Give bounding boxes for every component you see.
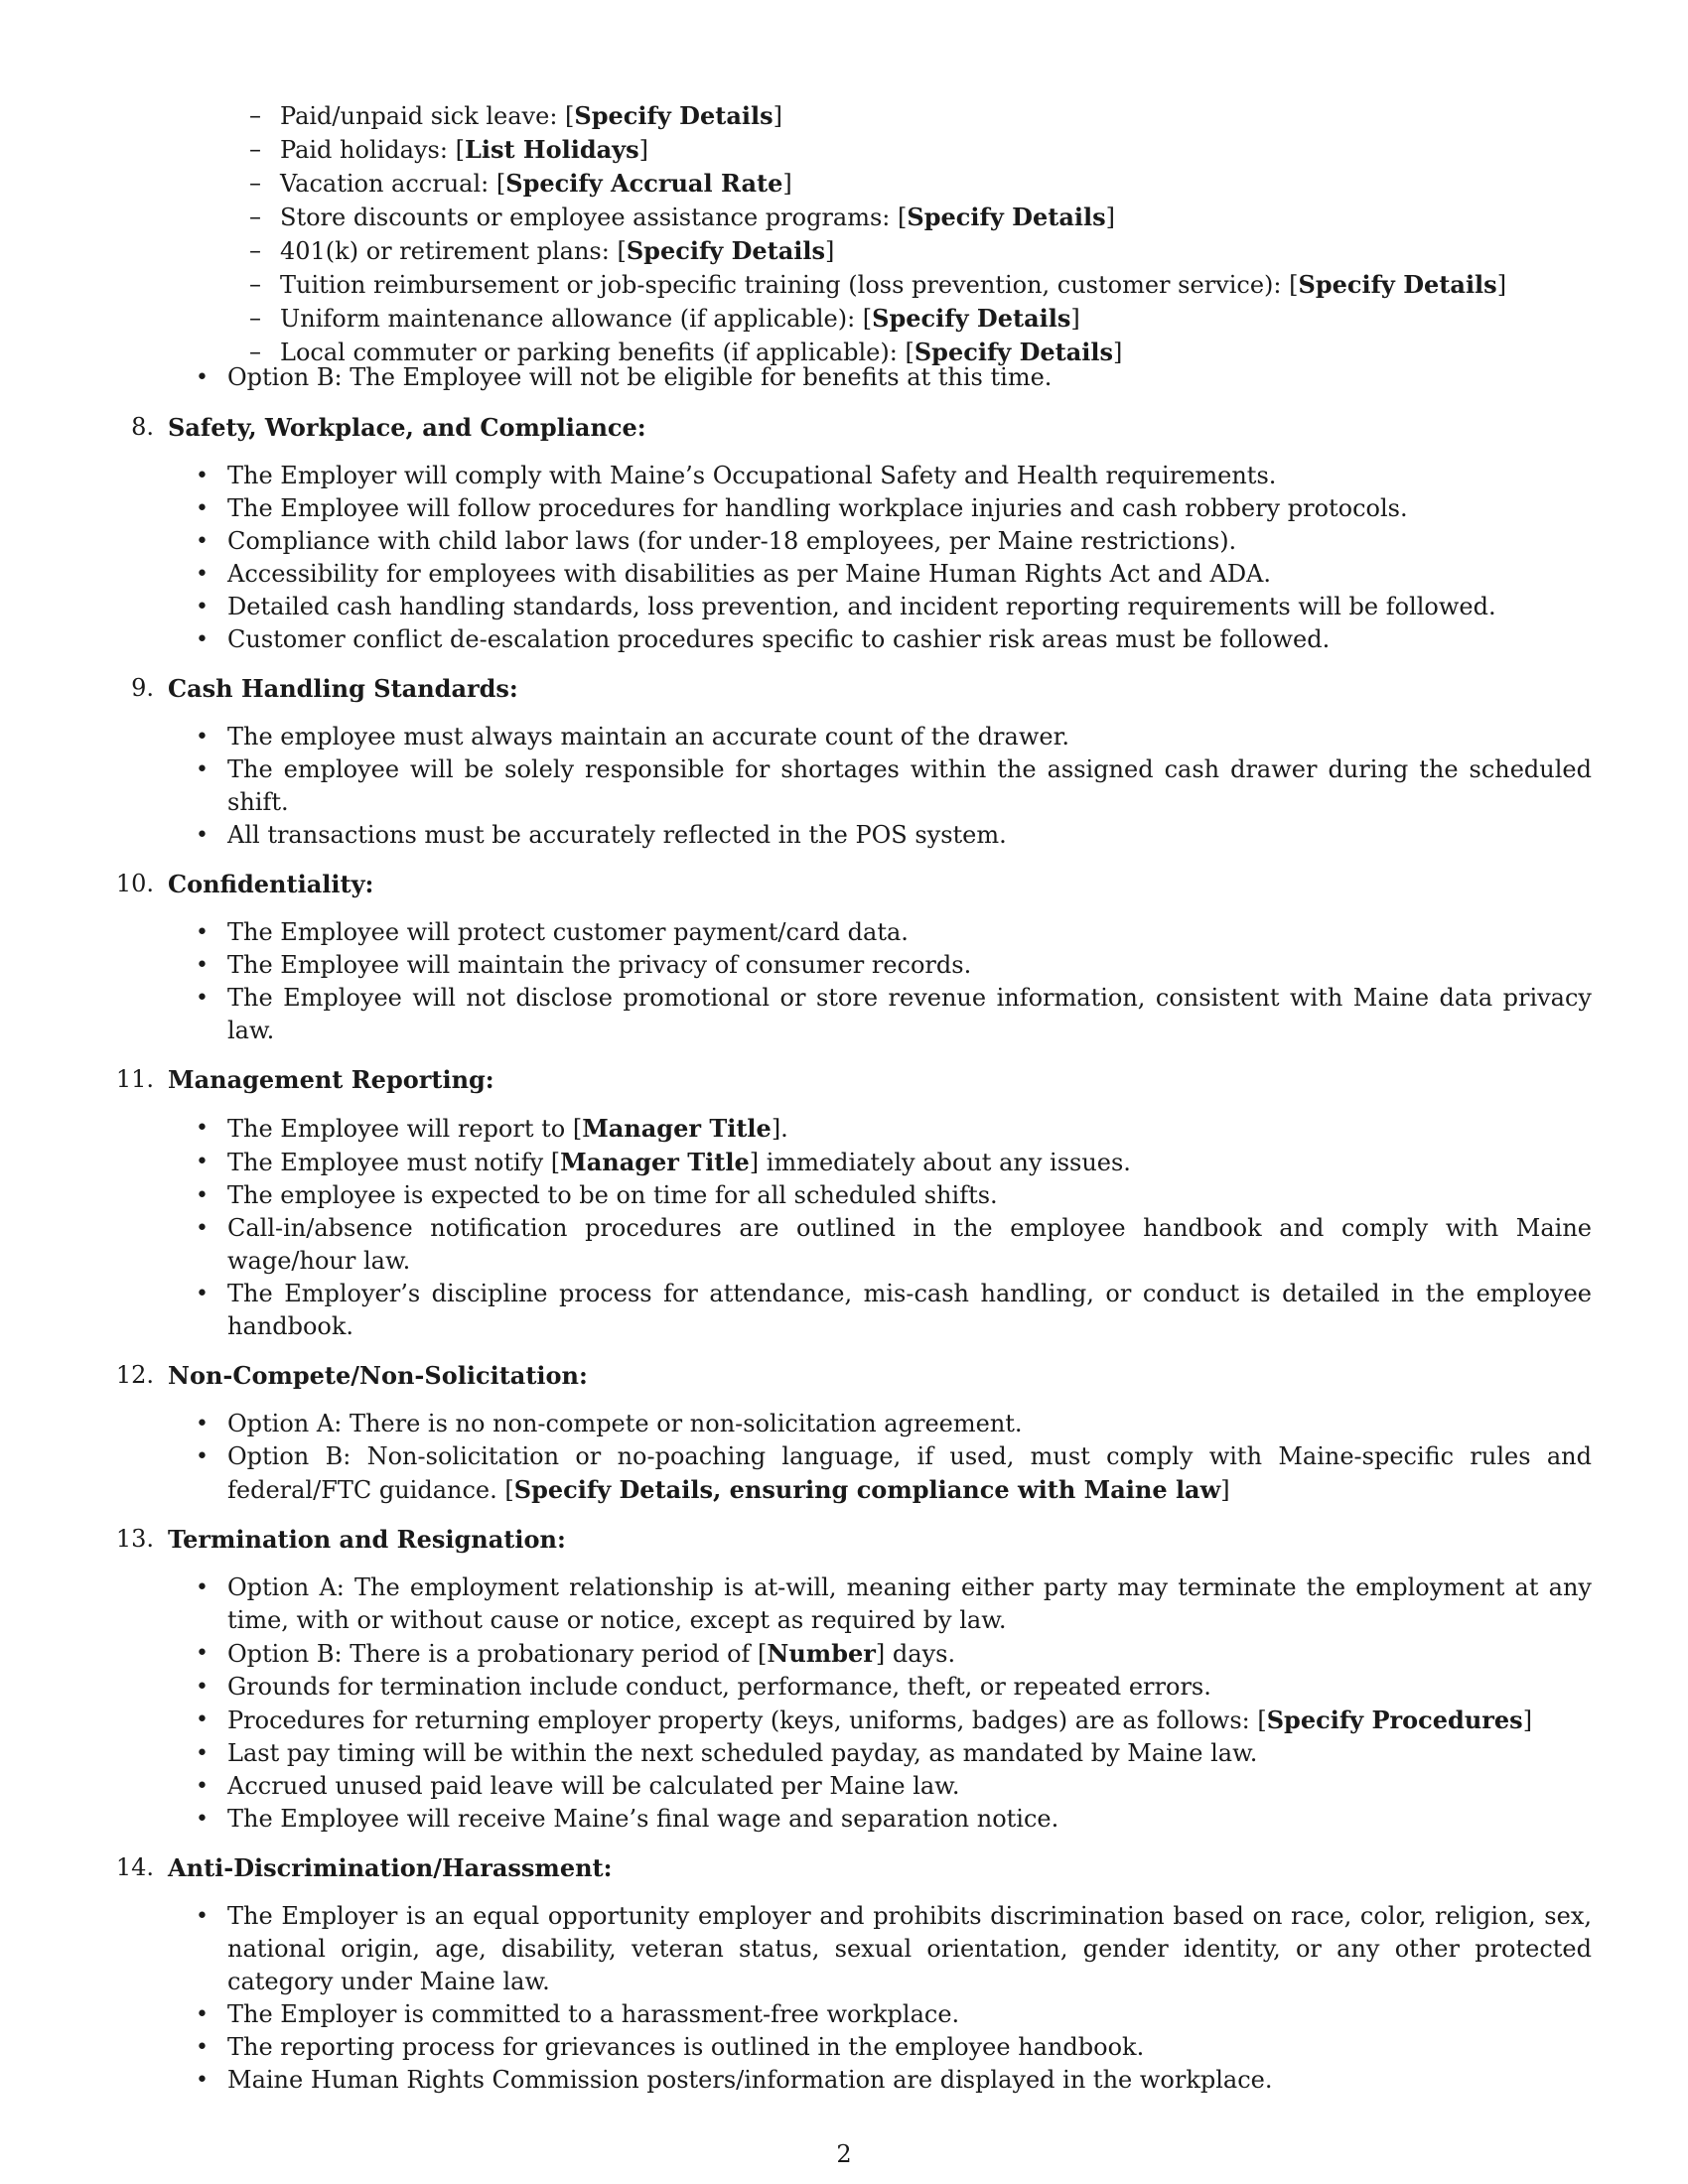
section-heading [0,1851,1688,1884]
section-bullets [0,1408,1688,1507]
bullet-icon: • [196,1150,209,1174]
placeholder-field: Specify Details [907,203,1106,231]
bullet-text: The employee is expected to be on time for all scheduled shifts. [227,1181,998,1209]
list-item [0,1900,1688,1998]
bullet-icon: • [196,595,209,619]
placeholder-field: Specify Procedures [1266,1706,1523,1734]
section-heading [0,1063,1688,1096]
bullet-text-end: ] days. [875,1640,956,1668]
benefit-item: – Tuition reimbursement or job-specific training (loss prevention, customer service): [Specify Details] [249,270,1507,299]
benefit-label: 401(k) or retirement plans: [280,237,618,265]
bullet-icon: • [196,464,209,488]
placeholder-field: Specify Details [914,338,1114,366]
bullet-icon: • [196,562,209,587]
benefit-label: Vacation accrual: [280,170,496,198]
section-number: 11. [115,1065,154,1093]
bullet-text-end: ]. [771,1115,788,1143]
bullet-icon: • [196,1774,209,1799]
bullet-text: Accessibility for employees with disabilities as per Maine Human Rights Act and ADA. [227,560,1272,588]
benefit-item: – Uniform maintenance allowance (if applicable): [Specify Details] [249,304,1080,333]
section-heading [0,411,1688,444]
bullet-text: Last pay timing will be within the next scheduled payday, as mandated by Maine law. [227,1739,1258,1767]
placeholder-field: Number [767,1639,876,1668]
list-item [0,1737,1688,1770]
list-item [0,721,1688,753]
section-title: Non-Compete/Non-Solicitation: [168,1361,588,1390]
section-8 [0,411,1688,656]
section-bullets [0,721,1688,852]
bullet-icon: • [196,1641,209,1666]
bullet-icon: • [196,920,209,945]
bullet-text: Option A: There is no non-compete or non-solicitation agreement. [227,1410,1023,1437]
section-number: 10. [115,870,154,897]
section-heading [0,1359,1688,1392]
placeholder-field: Specify Details [872,304,1071,333]
section-heading [0,868,1688,900]
bullet-text: The Employee will report to [227,1115,573,1143]
section-12 [0,1359,1688,1507]
benefit-item: – 401(k) or retirement plans: [Specify Details] [249,236,835,265]
list-item [0,1212,1688,1278]
list-item [0,460,1688,492]
bullet-text: All transactions must be accurately reflected in the POS system. [227,821,1007,849]
section-number: 8. [131,413,154,441]
section-9 [0,672,1688,852]
section-14 [0,1851,1688,2097]
list-item: • Option B: Non-solicitation or no-poaching language, if used, must comply with Maine-specific rules and federal/FTC guidance. [Specify Details, ensuring compliance with Maine law] [196,1442,1592,1504]
list-item: • The Employee will report to [Manager Title]. [196,1114,788,1143]
dash-icon: – [249,203,261,230]
bullet-icon: • [196,496,209,521]
bullet-text: Compliance with child labor laws (for under-18 employees, per Maine restrictions). [227,527,1237,555]
section-number: 13. [115,1525,154,1553]
bullet-text: The Employee will receive Maine’s final wage and separation notice. [227,1805,1059,1833]
bullet-icon: • [196,1116,209,1141]
section-heading [0,672,1688,705]
bullet-icon: • [196,986,209,1011]
bullet-text: Procedures for returning employer property (keys, uniforms, badges) are as follows: [227,1706,1258,1734]
list-item [0,361,1148,394]
benefit-item: – Paid/unpaid sick leave: [Specify Details] [249,101,782,130]
list-item [0,525,1688,558]
bullet-icon: • [196,1741,209,1766]
benefit-label: Store discounts or employee assistance programs: [280,204,899,231]
dash-icon: – [249,236,261,264]
bullet-icon: • [196,1282,209,1306]
list-item: • The Employee must notify [Manager Title] immediately about any issues. [196,1148,1131,1176]
bullet-text: The employee will be solely responsible for shortages within the assigned cash drawer during the scheduled shift. [227,755,1592,816]
section-title: Management Reporting: [168,1065,494,1094]
dash-icon: – [249,135,261,163]
bullet-icon: • [196,529,209,554]
list-item [0,623,1688,656]
list-item: • Procedures for returning employer property (keys, uniforms, badges) are as follows: [Specify Procedures] [196,1706,1533,1734]
bullet-text: Grounds for termination include conduct, performance, theft, or repeated errors. [227,1673,1211,1701]
page-number: 2 [836,2140,852,2168]
bullet-text: Option B: There is a probationary period of [227,1640,759,1668]
dash-icon: – [249,169,261,197]
bullet-text: The Employer’s discipline process for attendance, mis-cash handling, or conduct is detailed in the employee handbook. [227,1280,1592,1340]
benefit-label: Paid/unpaid sick leave: [280,102,566,130]
bullet-icon: • [196,1675,209,1700]
benefits-option-list [0,361,1148,394]
bullet-icon: • [196,1904,209,1929]
section-10 [0,868,1688,1047]
list-item [0,1179,1688,1212]
bullet-icon: • [196,1412,209,1436]
section-bullets [0,1112,1688,1343]
bullet-icon: • [196,1807,209,1832]
dash-icon: – [249,270,261,298]
list-item [0,492,1688,525]
bullet-text: The Employer is committed to a harassment-free workplace. [227,2000,960,2028]
section-bullets [0,1571,1688,1836]
section-heading [0,1523,1688,1556]
bullet-text: Option B: Non-solicitation or no-poaching language, if used, must comply with Maine-specific rules and federal/FTC guidance. [227,1442,1592,1504]
bullet-text: The Employer will comply with Maine’s Occupational Safety and Health requirements. [227,462,1277,489]
bullet-text: Call-in/absence notification procedures are outlined in the employee handbook and comply with Maine wage/hour law. [227,1214,1592,1275]
bullet-icon: • [196,1444,209,1469]
bullet-text: The employee must always maintain an accurate count of the drawer. [227,723,1070,751]
bullet-icon: • [196,627,209,652]
placeholder-field: Specify Details [1298,270,1497,299]
bullet-text: Detailed cash handling standards, loss prevention, and incident reporting requirements will be followed. [227,593,1496,620]
section-13 [0,1523,1688,1836]
benefit-item: – Store discounts or employee assistance programs: [Specify Details] [249,203,1115,231]
benefit-label: Paid holidays: [280,136,456,164]
section-bullets [0,1900,1688,2097]
list-item [0,2031,1688,2064]
bullet-text: The Employee will follow procedures for handling workplace injuries and cash robbery protocols. [227,494,1408,522]
section-title: Termination and Resignation: [168,1525,566,1554]
placeholder-field: Specify Accrual Rate [505,169,783,198]
list-item [0,982,1688,1047]
section-number: 12. [115,1361,154,1389]
bullet-icon: • [196,365,209,390]
benefit-item: – Vacation accrual: [Specify Accrual Rate] [249,169,792,198]
list-item [0,819,1688,852]
bullet-text-end: ] [1522,1706,1533,1734]
placeholder-field: Specify Details [574,101,774,130]
bullet-icon: • [196,2002,209,2027]
section-number: 14. [115,1853,154,1881]
list-item [0,1571,1688,1637]
bullet-text: Customer conflict de-escalation procedures specific to cashier risk areas must be followed. [227,625,1331,653]
dash-icon: – [249,338,261,365]
section-number: 9. [131,674,154,702]
list-item [0,949,1688,982]
bullet-text: The Employee will protect customer payment/card data. [227,918,909,946]
bullet-text: The reporting process for grievances is outlined in the employee handbook. [227,2033,1145,2061]
bullet-text-end: ] [1220,1476,1230,1504]
benefit-label: Uniform maintenance allowance (if applicable): [280,305,863,333]
bullet-icon: • [196,823,209,848]
list-item [0,1671,1688,1704]
list-item [0,1998,1688,2031]
bullet-text-end: ] immediately about any issues. [749,1149,1131,1176]
benefit-label: Tuition reimbursement or job-specific training (loss prevention, customer service): [280,271,1290,299]
list-item [0,1770,1688,1803]
placeholder-field: Manager Title [560,1148,750,1176]
placeholder-field: Specify Details [626,236,826,265]
bullet-icon: • [196,953,209,978]
section-11 [0,1063,1688,1343]
benefit-label: Local commuter or parking benefits (if applicable): [280,339,906,366]
bullet-text: The Employee will maintain the privacy of consumer records. [227,951,972,979]
section-title: Cash Handling Standards: [168,674,518,703]
section-title: Anti-Discrimination/Harassment: [168,1853,613,1882]
bullet-icon: • [196,757,209,782]
bullet-icon: • [196,1183,209,1208]
bullet-icon: • [196,2068,209,2093]
bullet-text: Option A: The employment relationship is at-will, meaning either party may terminate the employment at any time, with or without cause or notice, except as required by law. [227,1573,1592,1634]
section-bullets [0,916,1688,1047]
list-item [0,558,1688,591]
list-item: • Option B: There is a probationary period of [Number] days. [196,1639,956,1668]
benefit-item: – Paid holidays: [List Holidays] [249,135,648,164]
benefit-items-list [0,99,1506,369]
dash-icon: – [249,101,261,129]
list-item [0,916,1688,949]
list-item [0,591,1688,623]
list-item [0,1278,1688,1343]
bullet-icon: • [196,1216,209,1241]
placeholder-field: Specify Details, ensuring compliance with Maine law [513,1475,1221,1504]
list-item [0,2064,1688,2097]
benefit-item: – Local commuter or parking benefits (if applicable): [Specify Details] [249,338,1123,366]
sections-container [0,411,1688,2113]
section-title: Confidentiality: [168,870,374,898]
section-bullets [0,460,1688,656]
bullet-text: The Employer is an equal opportunity employer and prohibits discrimination based on race, color, religion, sex, national origin, age, disability, veteran status, sexual orientation, gender identity, or any other protected category under Maine law. [227,1902,1592,1995]
section-title: Safety, Workplace, and Compliance: [168,413,646,442]
bullet-text: Maine Human Rights Commission posters/information are displayed in the workplace. [227,2066,1273,2094]
bullet-icon: • [196,725,209,750]
bullet-icon: • [196,1707,209,1732]
list-item [0,753,1688,819]
placeholder-field: List Holidays [464,135,639,164]
option-b-benefits-text: Option B: The Employee will not be eligible for benefits at this time. [227,363,1053,391]
bullet-text: The Employee must notify [227,1149,551,1176]
list-item [0,1803,1688,1836]
placeholder-field: Manager Title [582,1114,772,1143]
dash-icon: – [249,304,261,332]
bullet-icon: • [196,1575,209,1600]
list-item [0,1408,1688,1440]
bullet-text: The Employee will not disclose promotional or store revenue information, consistent with Maine data privacy law. [227,984,1592,1044]
bullet-text: Accrued unused paid leave will be calculated per Maine law. [227,1772,960,1800]
bullet-icon: • [196,2035,209,2060]
